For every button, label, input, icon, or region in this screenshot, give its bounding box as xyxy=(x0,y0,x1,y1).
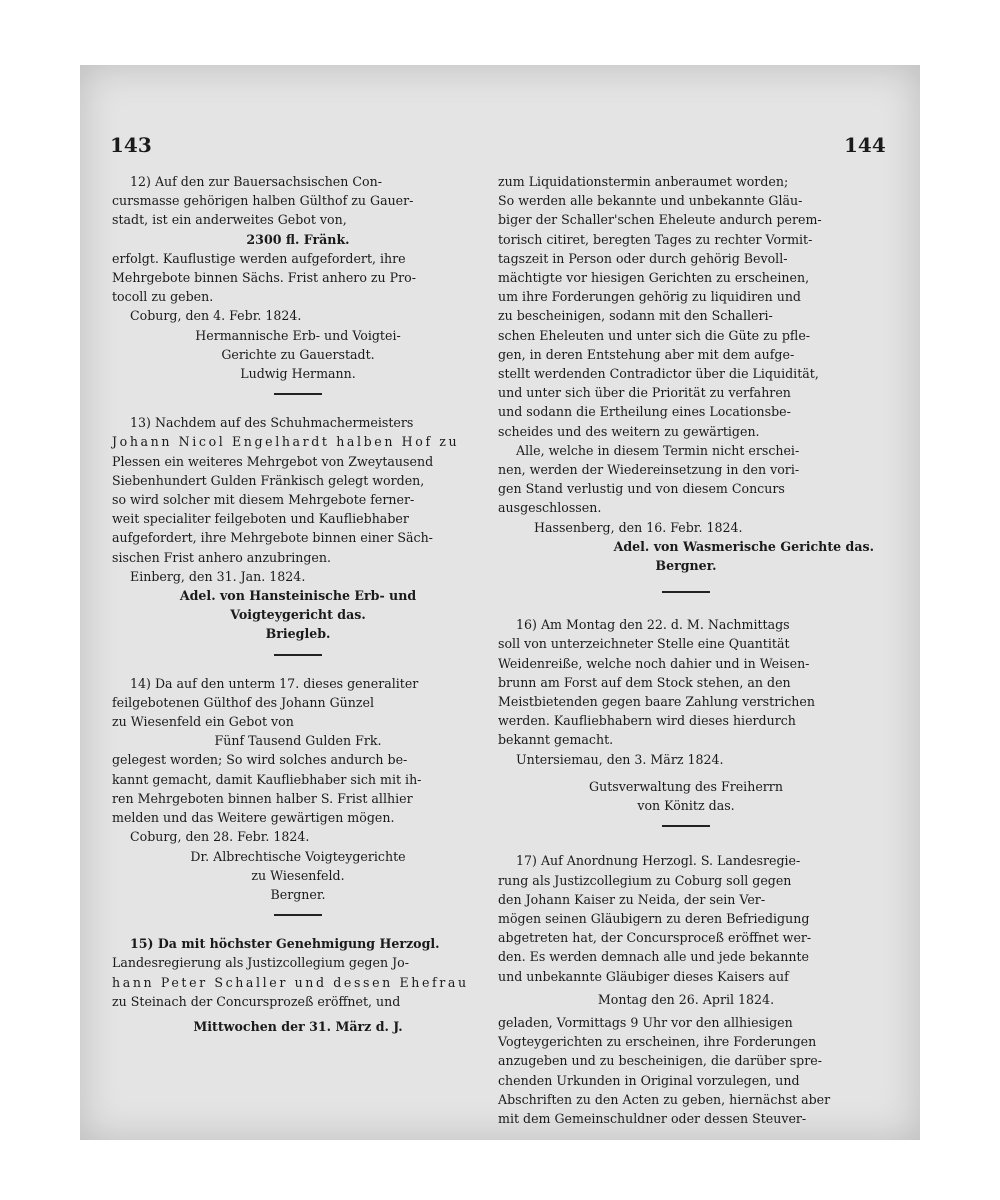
notice-line: brunn am Forst auf dem Stock stehen, an den xyxy=(498,674,791,690)
notice-line: weit specialiter feilgeboten und Kaufliebhaber xyxy=(112,511,409,527)
right-column xyxy=(498,172,874,1128)
notice-line: mit dem Gemeinschuldner oder dessen Steuver- xyxy=(498,1110,807,1126)
page-number-left: 143 xyxy=(110,133,152,157)
section-divider xyxy=(662,825,710,827)
notice-17 xyxy=(498,851,874,1128)
notice-signature: Adel. von Wasmerische Gerichte das. xyxy=(613,538,874,554)
notice-line: biger der Schaller'schen Eheleute andurch perem- xyxy=(498,212,822,228)
notice-line: und sodann die Ertheilung eines Locationsbe- xyxy=(498,404,791,420)
notice-line: So werden alle bekannte und unbekannte Gläu- xyxy=(498,193,803,209)
notice-line: Alle, welche in diesem Termin nicht erschei- xyxy=(516,442,800,458)
notice-line: sischen Frist anhero anzubringen. xyxy=(112,549,332,565)
notice-date: Hassenberg, den 16. Febr. 1824. xyxy=(534,519,743,535)
notice-line: und unter sich über die Priorität zu verfahren xyxy=(498,385,791,401)
notice-line: so wird solcher mit diesem Mehrgebote ferner- xyxy=(112,492,415,508)
notice-line: mächtigte vor hiesigen Gerichten zu erscheinen, xyxy=(498,270,810,286)
notice-line: anzugeben und zu bescheinigen, die darüber spre- xyxy=(498,1053,822,1069)
notice-16 xyxy=(498,615,874,815)
page-number-right: 144 xyxy=(844,133,886,157)
notice-line: und unbekannte Gläubiger dieses Kaisers auf xyxy=(498,968,789,984)
notice-line: Landesregierung als Justizcollegium gegen Jo- xyxy=(112,955,409,971)
notice-15 xyxy=(112,934,484,1036)
notice-line: aufgefordert, ihre Mehrgebote binnen einer Säch- xyxy=(112,530,433,546)
notice-date: Einberg, den 31. Jan. 1824. xyxy=(130,568,306,584)
notice-line: cursmasse gehörigen halben Gülthof zu Gauer- xyxy=(112,193,414,209)
notice-line: ausgeschlossen. xyxy=(498,500,602,516)
notice-date: Coburg, den 28. Febr. 1824. xyxy=(130,829,310,845)
notice-signature: Briegleb. xyxy=(265,626,331,642)
left-column xyxy=(112,172,484,1036)
notice-line: zum Liquidationstermin anberaumet worden; xyxy=(498,174,789,189)
notice-signature: Gerichte zu Gauerstadt. xyxy=(221,346,375,362)
notice-line: rung als Justizcollegium zu Coburg soll gegen xyxy=(498,872,792,888)
notice-signature: Bergner. xyxy=(655,558,717,574)
section-divider xyxy=(274,393,322,395)
notice-line: 14) Da auf den unterm 17. dieses generaliter xyxy=(130,675,419,691)
notice-14 xyxy=(112,674,484,904)
notice-12 xyxy=(112,172,484,383)
notice-line: mögen seinen Gläubigern zu deren Befriedigung xyxy=(498,910,810,926)
notice-line: 13) Nachdem auf des Schuhmachermeisters xyxy=(130,415,414,431)
notice-signature: Adel. von Hansteinische Erb- und xyxy=(179,588,417,604)
notice-line: bekannt gemacht. xyxy=(498,732,614,748)
notice-line: stadt, ist ein anderweites Gebot von, xyxy=(112,212,347,228)
notice-signature: von Könitz das. xyxy=(637,798,735,814)
notice-line: geladen, Vormittags 9 Uhr vor den allhiesigen xyxy=(498,1014,793,1030)
notice-date-line: Mittwochen der 31. März d. J. xyxy=(193,1018,403,1034)
notice-line: Siebenhundert Gulden Fränkisch gelegt worden, xyxy=(112,472,425,488)
notice-line: 15) Da mit höchster Genehmigung Herzogl. xyxy=(130,936,440,952)
notice-line: torisch citiret, beregten Tages zu rechter Vormit- xyxy=(498,231,813,247)
notice-line: zu Steinach der Concursprozeß eröffnet, und xyxy=(112,993,401,1009)
notice-line: werden. Kaufliebhabern wird dieses hierdurch xyxy=(498,713,796,729)
notice-signature: Dr. Albrechtische Voigteygerichte xyxy=(190,848,406,864)
notice-13 xyxy=(112,413,484,643)
notice-amount: 2300 fl. Fränk. xyxy=(246,231,350,247)
notice-date: Untersiemau, den 3. März 1824. xyxy=(516,751,724,767)
notice-line: um ihre Forderungen gehörig zu liquidiren und xyxy=(498,289,801,305)
notice-line: erfolgt. Kauflustige werden aufgefordert, ihre xyxy=(112,250,406,266)
notice-line: gen, in deren Entstehung aber mit dem aufge- xyxy=(498,346,795,362)
notice-line: gen Stand verlustig und von diesem Concurs xyxy=(498,481,785,497)
notice-signature: zu Wiesenfeld. xyxy=(251,867,345,883)
section-divider xyxy=(274,914,322,916)
notice-date: Coburg, den 4. Febr. 1824. xyxy=(130,308,302,324)
notice-line: stellt werdenden Contradictor über die Liquidität, xyxy=(498,366,819,382)
section-divider xyxy=(662,591,710,593)
notice-line: Vogteygerichten zu erscheinen, ihre Forderungen xyxy=(498,1034,817,1050)
notice-line: scheides und des weitern zu gewärtigen. xyxy=(498,423,760,439)
notice-date-line: Montag den 26. April 1824. xyxy=(597,991,775,1007)
notice-line: soll von unterzeichneter Stelle eine Quantität xyxy=(498,636,790,652)
notice-line: den. Es werden demnach alle und jede bekannte xyxy=(498,949,809,965)
notice-amount: Fünf Tausend Gulden Frk. xyxy=(214,733,382,749)
notice-15-continued xyxy=(498,172,874,575)
section-divider xyxy=(274,654,322,656)
notice-signature: Ludwig Hermann. xyxy=(240,366,356,382)
notice-signature: Bergner. xyxy=(270,886,326,902)
notice-signature: Hermannische Erb- und Voigtei- xyxy=(195,327,401,343)
notice-line: zu bescheinigen, sodann mit den Schalleri- xyxy=(498,308,773,324)
notice-line: feilgebotenen Gülthof des Johann Günzel xyxy=(112,694,374,710)
notice-line: ren Mehrgeboten binnen halber S. Frist allhier xyxy=(112,790,413,806)
notice-line: melden und das Weitere gewärtigen mögen. xyxy=(112,810,395,826)
notice-line: 17) Auf Anordnung Herzogl. S. Landesregie- xyxy=(516,853,801,869)
notice-line: zu Wiesenfeld ein Gebot von xyxy=(112,714,294,730)
notice-line: kannt gemacht, damit Kaufliebhaber sich mit ih- xyxy=(112,771,422,787)
notice-line: abgetreten hat, der Concursproceß eröffnet wer- xyxy=(498,930,812,946)
notice-line: Meistbietenden gegen baare Zahlung verstrichen xyxy=(498,694,815,710)
notice-line: gelegest worden; So wird solches andurch be- xyxy=(112,752,408,768)
notice-line: schen Eheleuten und unter sich die Güte zu pfle- xyxy=(498,327,811,343)
notice-line: tagszeit in Person oder durch gehörig Bevoll- xyxy=(498,250,788,266)
notice-line: chenden Urkunden in Original vorzulegen, und xyxy=(498,1072,800,1088)
notice-line: Johann Nicol Engelhardt halben Hof zu xyxy=(112,434,460,450)
notice-line: Weidenreiße, welche noch dahier und in Weisen- xyxy=(498,655,810,671)
notice-signature: Gutsverwaltung des Freiherrn xyxy=(589,778,783,794)
notice-line: tocoll zu geben. xyxy=(112,289,214,305)
notice-line: Mehrgebote binnen Sächs. Frist anhero zu Pro- xyxy=(112,270,416,286)
notice-line: 12) Auf den zur Bauersachsischen Con- xyxy=(130,174,382,189)
notice-line: Abschriften zu den Acten zu geben, hiernächst aber xyxy=(498,1091,831,1107)
notice-line: hann Peter Schaller und dessen Ehefrau xyxy=(112,974,469,990)
notice-line: den Johann Kaiser zu Neida, der sein Ver- xyxy=(498,891,766,907)
notice-signature: Voigteygericht das. xyxy=(230,607,366,623)
notice-line: nen, werden der Wiedereinsetzung in den vori- xyxy=(498,462,800,478)
notice-line: 16) Am Montag den 22. d. M. Nachmittags xyxy=(516,617,790,633)
notice-line: Plessen ein weiteres Mehrgebot von Zweytausend xyxy=(112,453,434,469)
